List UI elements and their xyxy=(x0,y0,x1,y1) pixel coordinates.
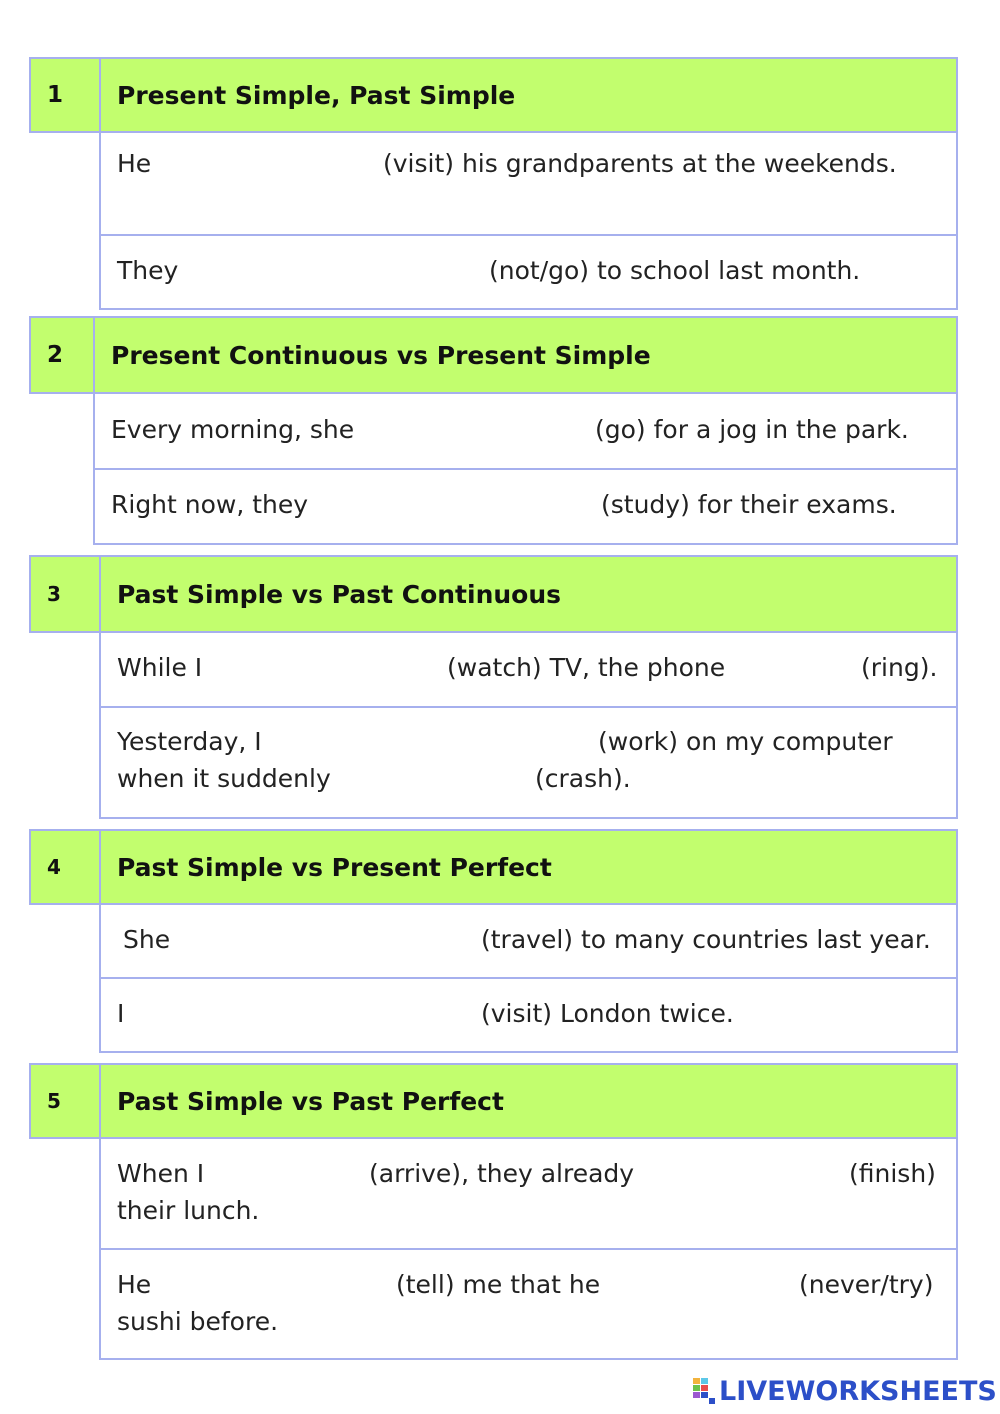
sentence-start: I xyxy=(117,999,125,1028)
sentence-rest: (travel) to many countries last year. xyxy=(481,925,931,954)
exercise-section-3 xyxy=(29,555,958,819)
exercise-section-5 xyxy=(29,1063,958,1360)
exercise-row xyxy=(99,1250,958,1360)
exercise-section-1 xyxy=(29,57,958,310)
section-title: Past Simple vs Past Perfect xyxy=(99,1063,958,1139)
exercise-row xyxy=(99,905,958,979)
sentence-middle: (watch) TV, the phone xyxy=(447,653,726,682)
sentence-rest: (study) for their exams. xyxy=(601,490,897,519)
sentence-line2-end: (crash). xyxy=(535,764,631,793)
sentence-line2-start: when it suddenly xyxy=(117,764,331,793)
section-title: Present Simple, Past Simple xyxy=(99,57,958,133)
sentence-rest: (visit) his grandparents at the weekends. xyxy=(383,149,897,178)
exercise-row xyxy=(99,633,958,708)
sentence-start: Right now, they xyxy=(111,490,309,519)
liveworksheets-logo xyxy=(693,1376,997,1406)
exercise-row xyxy=(93,394,958,470)
exercise-row xyxy=(99,708,958,819)
exercise-section-4 xyxy=(29,829,958,1053)
sentence-middle: (tell) me that he xyxy=(396,1270,601,1299)
section-number: 1 xyxy=(29,57,101,133)
exercise-row xyxy=(99,979,958,1053)
section-number: 5 xyxy=(29,1063,101,1139)
sentence-line2: sushi before. xyxy=(117,1307,279,1336)
exercise-row xyxy=(93,470,958,545)
sentence-start: Every morning, she xyxy=(111,415,355,444)
section-number: 4 xyxy=(29,829,101,905)
sentence-end: (never/try) xyxy=(799,1270,934,1299)
sentence-end: (finish) xyxy=(849,1159,936,1188)
sentence-rest: (visit) London twice. xyxy=(481,999,734,1028)
section-title: Present Continuous vs Present Simple xyxy=(93,316,958,394)
section-number: 2 xyxy=(29,316,95,394)
section-title: Past Simple vs Present Perfect xyxy=(99,829,958,905)
liveworksheets-logo-icon xyxy=(693,1378,717,1404)
section-number: 3 xyxy=(29,555,101,633)
sentence-start: Yesterday, I xyxy=(117,727,262,756)
sentence-start: When I xyxy=(117,1159,205,1188)
exercise-row xyxy=(99,133,958,236)
sentence-middle: (arrive), they already xyxy=(369,1159,635,1188)
sentence-start: He xyxy=(117,1270,152,1299)
sentence-line2: their lunch. xyxy=(117,1196,260,1225)
sentence-rest: (go) for a jog in the park. xyxy=(595,415,909,444)
sentence-start: He xyxy=(117,149,152,178)
sentence-start: While I xyxy=(117,653,203,682)
sentence-start: They xyxy=(117,256,179,285)
sentence-rest: (not/go) to school last month. xyxy=(489,256,861,285)
section-title: Past Simple vs Past Continuous xyxy=(99,555,958,633)
logo-text: LIVEWORKSHEETS xyxy=(719,1375,997,1407)
exercise-row xyxy=(99,1139,958,1250)
exercise-row xyxy=(99,236,958,310)
sentence-end: (ring). xyxy=(861,653,938,682)
exercise-section-2 xyxy=(29,316,958,545)
sentence-middle: (work) on my computer xyxy=(598,727,893,756)
sentence-start: She xyxy=(123,925,171,954)
